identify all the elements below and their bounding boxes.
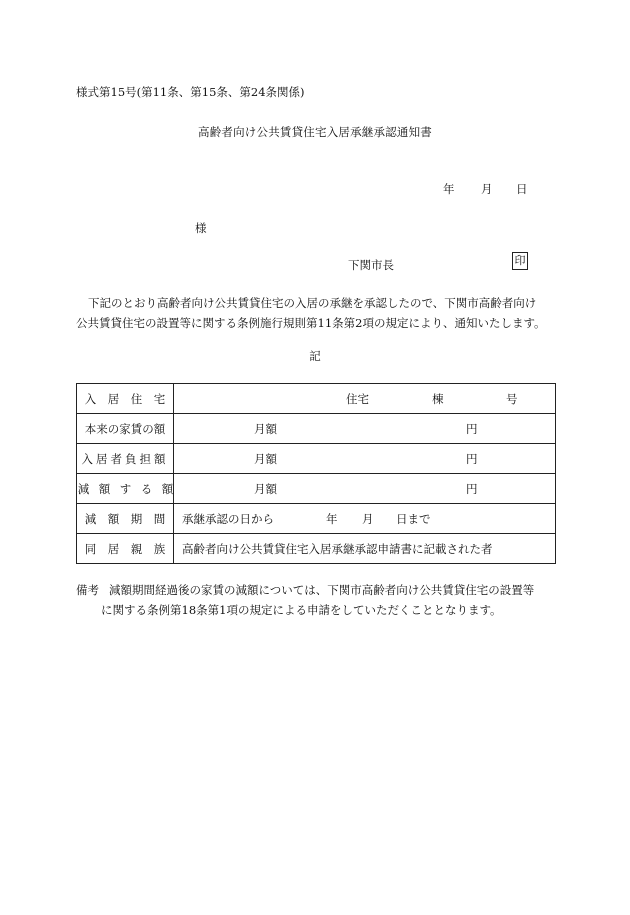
value-residence: [174, 384, 556, 414]
tenant-share-monthly: 月額: [254, 451, 277, 466]
tenant-share-yen: 円: [466, 451, 478, 466]
body-text: [76, 293, 556, 333]
label-base-rent: 本来の家賃の額: [77, 414, 174, 444]
label-residence: 入 居 住 宅: [77, 384, 174, 414]
table-row-cohabitants: [77, 534, 556, 564]
base-rent-yen: 円: [466, 421, 478, 436]
reduction-monthly: 月額: [254, 481, 277, 496]
info-table: [76, 383, 556, 564]
table-row-base-rent: [77, 414, 556, 444]
base-rent-monthly: 月額: [254, 421, 277, 436]
addressee-suffix: 様: [195, 221, 207, 235]
remarks-line-2: に関する条例第18条第1項の規定による申請をしていただくこととなります。: [101, 603, 502, 617]
date-month-label: 月: [481, 182, 493, 196]
body-line-1: 下記のとおり高齢者向け公共賃貸住宅の入居の承継を承認したので、下関市高齢者向け: [88, 296, 537, 310]
cohabitants-text: 高齢者向け公共賃貸住宅入居承継承認申請書に記載された者: [182, 541, 493, 556]
date-day-label: 日: [516, 182, 528, 196]
label-reduction: 減 額 す る 額: [77, 474, 174, 504]
remarks-text-1: 減額期間経過後の家賃の減額については、下関市高齢者向け公共賃貸住宅の設置等: [109, 583, 535, 597]
ki-heading: 記: [309, 349, 321, 363]
seal-mark: 印: [512, 252, 528, 270]
residence-go: 号: [506, 391, 518, 406]
period-from: 承継承認の日から: [182, 511, 274, 526]
table-row-reduction: [77, 474, 556, 504]
label-reduction-period: 減 額 期 間: [77, 504, 174, 534]
remarks: [76, 580, 534, 620]
table-row-reduction-period: [77, 504, 556, 534]
value-base-rent: [174, 414, 556, 444]
table-row-tenant-share: [77, 444, 556, 474]
period-until: 日まで: [396, 511, 431, 526]
residence-jutaku: 住宅: [346, 391, 369, 406]
period-year: 年: [326, 511, 338, 526]
label-tenant-share: 入居者負担額: [77, 444, 174, 474]
date-year-label: 年: [443, 182, 455, 196]
value-tenant-share: [174, 444, 556, 474]
table-row-residence: [77, 384, 556, 414]
document-title: 高齢者向け公共賃貸住宅入居承継承認通知書: [198, 125, 432, 139]
body-line-2: 公共賃貸住宅の設置等に関する条例施行規則第11条第2項の規定により、通知いたします。: [76, 316, 546, 330]
period-month: 月: [362, 511, 374, 526]
value-reduction-period: [174, 504, 556, 534]
form-number: 様式第15号(第11条、第15条、第24条関係): [76, 85, 305, 99]
remarks-label: 備考: [76, 583, 99, 597]
sender-name: 下関市長: [348, 258, 394, 272]
reduction-yen: 円: [466, 481, 478, 496]
label-cohabitants: 同 居 親 族: [77, 534, 174, 564]
remarks-line-1: [76, 580, 534, 600]
value-cohabitants: [174, 534, 556, 564]
value-reduction: [174, 474, 556, 504]
residence-to: 棟: [432, 391, 444, 406]
